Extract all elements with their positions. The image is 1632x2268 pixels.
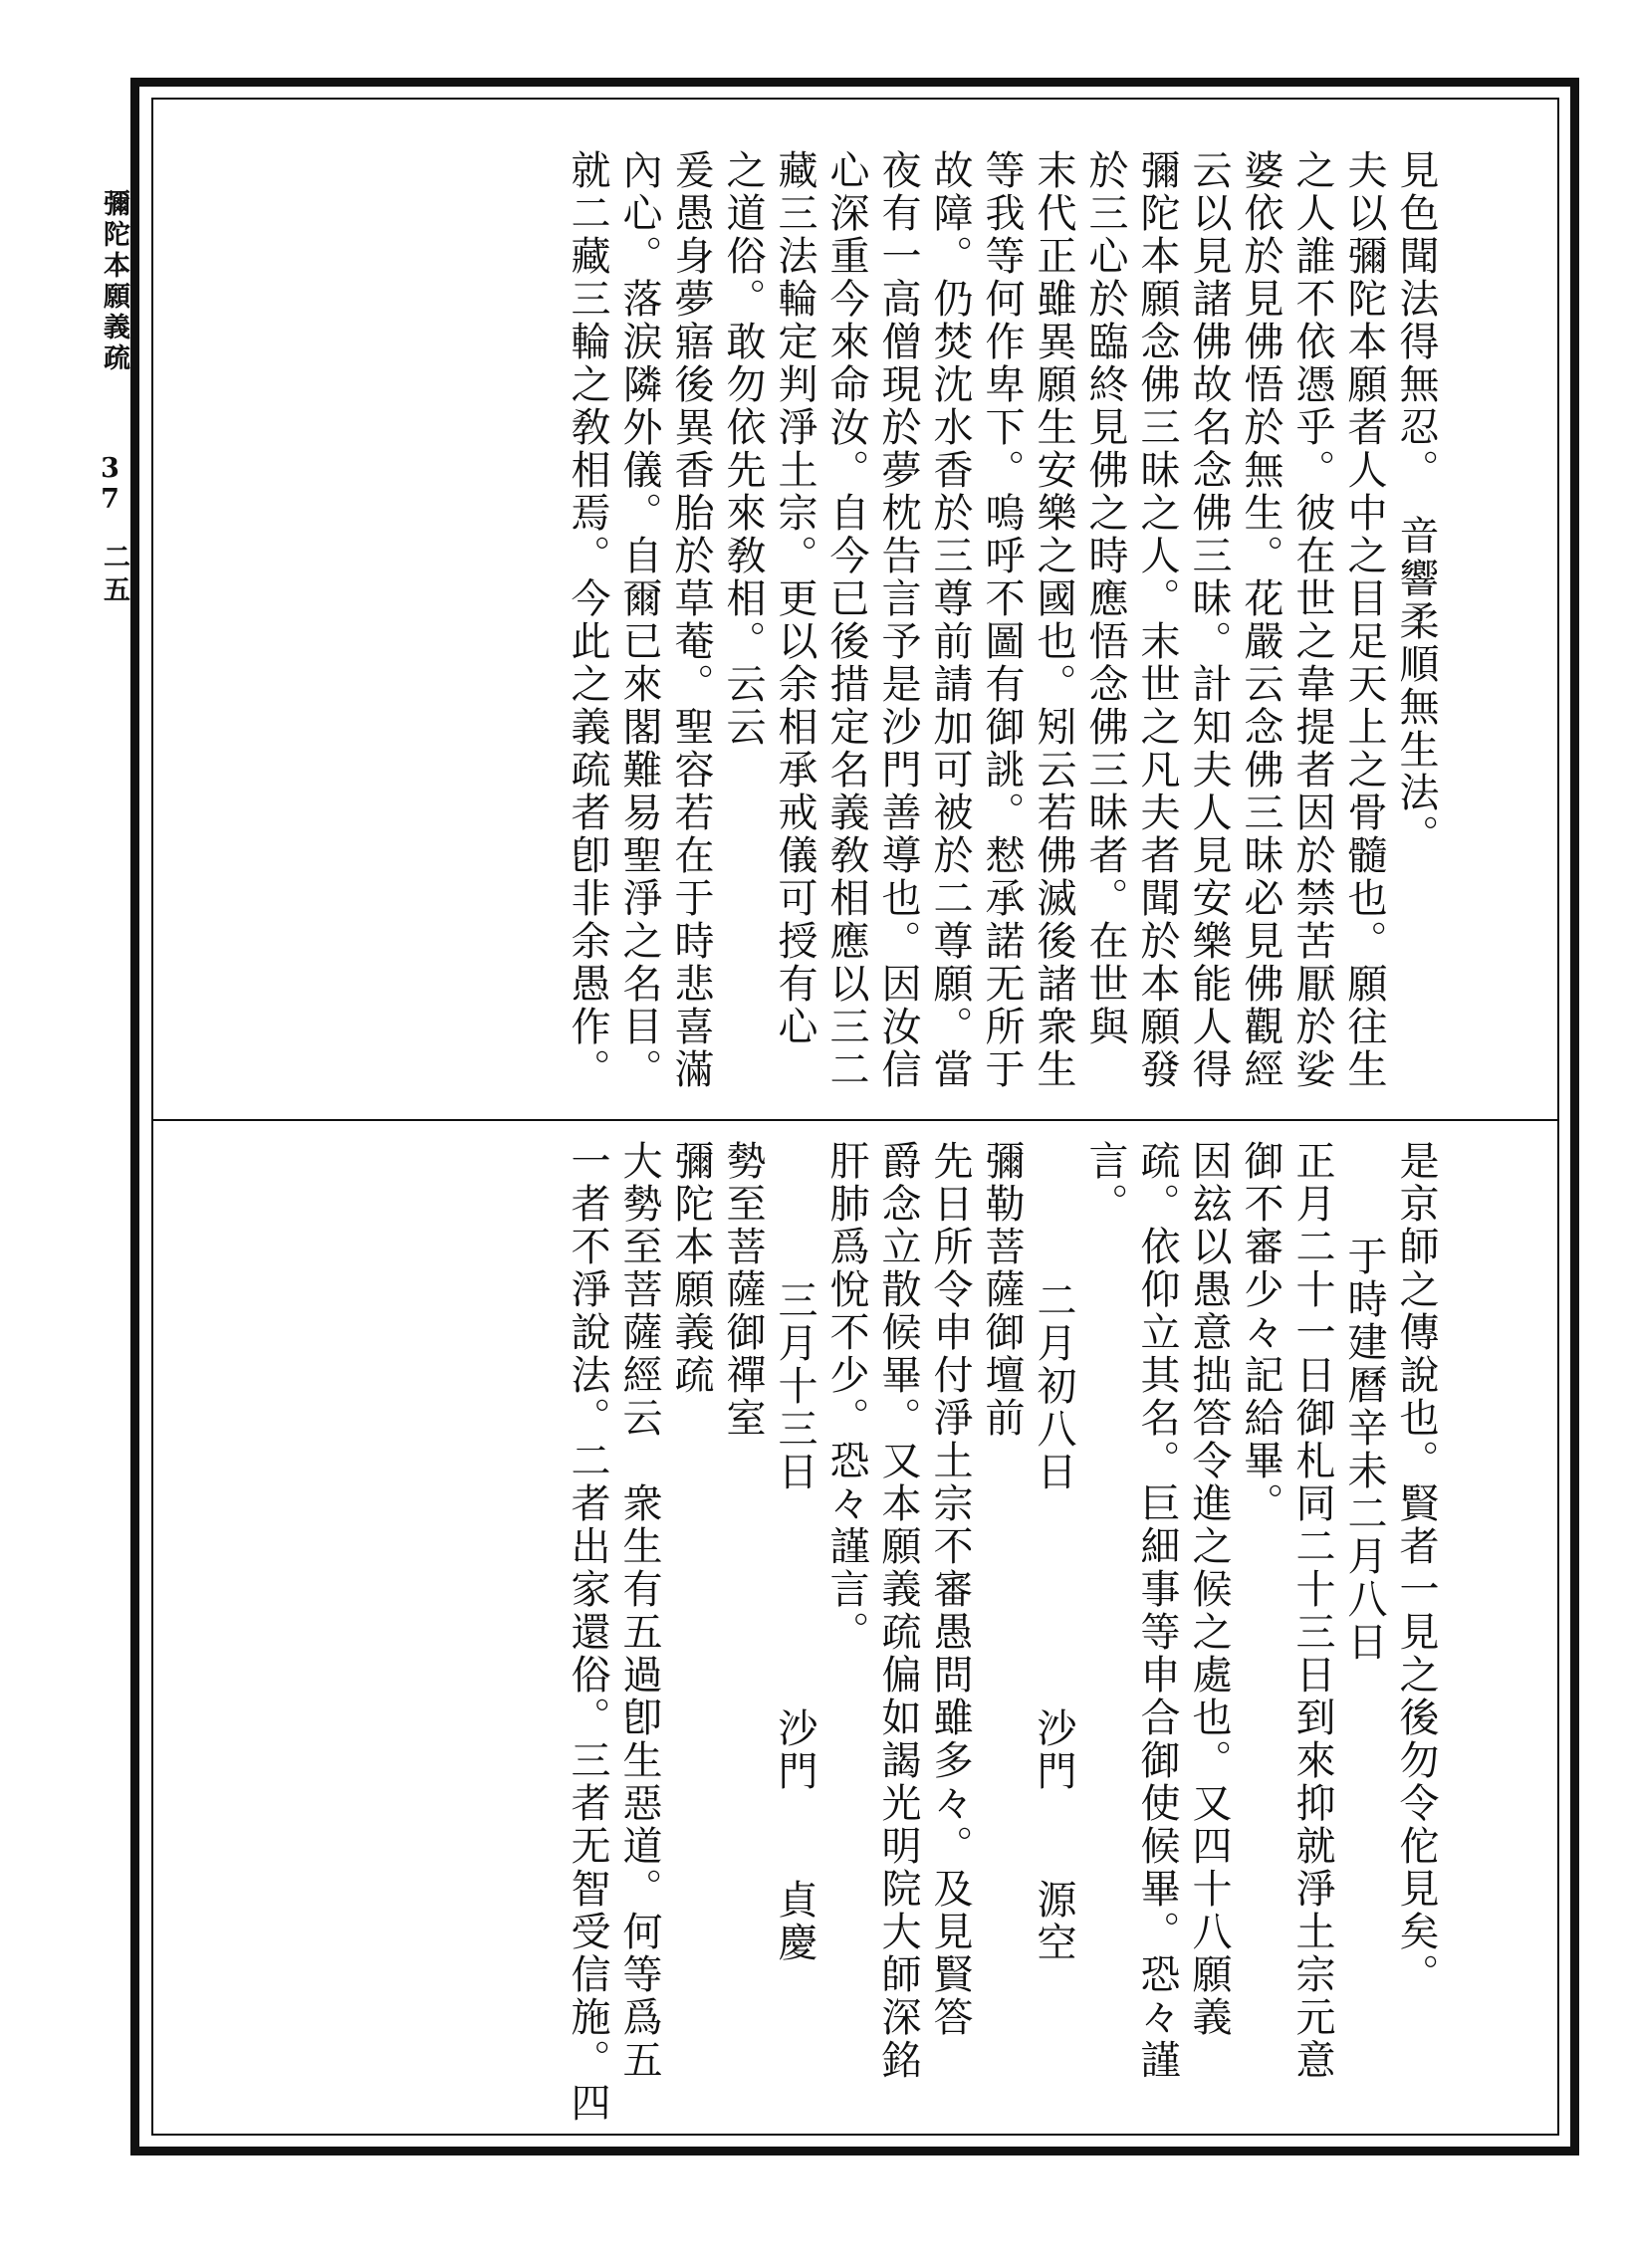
- upper-text-line: 故障。仍焚沈水香於三尊前請加可被於二尊願。當: [927, 149, 973, 1091]
- lower-text-line: 大勢至菩薩經云 衆生有五過卽生惡道。何等爲五: [616, 1140, 662, 2082]
- upper-text-block: [562, 149, 1442, 1095]
- upper-text-line: 等我等何作卑下。嗚呼不圖有御誂。慭承諾无所于: [979, 149, 1025, 1091]
- lower-text-line: 因玆以愚意拙答令進之候之處也。又四十八願義: [1186, 1140, 1232, 2039]
- section-divider: [151, 1119, 1559, 1121]
- upper-text-line: 之道俗。敢勿依先來敎相。云云: [720, 149, 766, 749]
- upper-text-line: 見色聞法得無忍。 音響柔順無生法。: [1393, 149, 1439, 857]
- upper-text-line: 云以見諸佛故名念佛三昧。計知夫人見安樂能人得: [1186, 149, 1232, 1091]
- lower-text-line: 正月二十一日御札同二十三日到來抑就淨土宗元意: [1289, 1140, 1335, 2082]
- lower-text-line: 先日所令申付淨土宗不審愚問雖多々。及見賢答: [927, 1140, 973, 2039]
- lower-text-block: [562, 1140, 1442, 2125]
- lower-text-line: 二月初八日 沙門 源空: [1031, 1279, 1076, 1964]
- lower-text-line: 一者不淨說法。二者出家還俗。三者无智受信施。四: [565, 1140, 610, 2125]
- lower-text-line: 疏。依仰立其名。巨細事等申合御使候畢。恐々謹: [1134, 1140, 1180, 2082]
- lower-text-line: 爵念立散候畢。又本願義疏偏如謁光明院大師深銘: [875, 1140, 921, 2082]
- lower-text-line: 于時建曆辛未二月八日: [1341, 1236, 1387, 1664]
- upper-text-line: 夫以彌陀本願者人中之目足天上之骨髓也。願往生: [1341, 149, 1387, 1091]
- lower-text-line: 勢至菩薩御禪室: [720, 1140, 766, 1440]
- lower-text-line: 彌勒菩薩御壇前: [979, 1140, 1025, 1440]
- upper-text-line: 內心。落涙隣外儀。自爾已來閣難易聖淨之名目。: [616, 149, 662, 1091]
- upper-text-line: 婆依於見佛悟於無生。花嚴云念佛三昧必見佛觀經: [1238, 149, 1283, 1091]
- upper-text-line: 末代正雖異願生安樂之國也。矧云若佛滅後諸衆生: [1031, 149, 1076, 1091]
- lower-text-line: 是京師之傳說也。賢者一見之後勿令佗見矣。: [1393, 1140, 1439, 1996]
- upper-text-line: 彌陀本願念佛三昧之人。末世之凡夫者聞於本願發: [1134, 149, 1180, 1091]
- upper-text-line: 藏三法輪定判淨土宗。更以余相承戒儀可授有心: [772, 149, 817, 1048]
- upper-text-line: 心深重今來命汝。自今已後措定名義敎相應以三二: [823, 149, 869, 1091]
- lower-text-line: 御不審少々記給畢。: [1238, 1140, 1283, 1525]
- upper-text-line: 夜有一高僧現於夢枕告言予是沙門善導也。因汝信: [875, 149, 921, 1091]
- upper-text-line: 就二藏三輪之敎相焉。今此之義疏者卽非余愚作。: [565, 149, 610, 1091]
- lower-text-line: 彌陀本願義疏: [668, 1140, 714, 1397]
- page-number: 二五: [99, 543, 129, 608]
- running-title: 彌陀本願義疏: [99, 189, 129, 374]
- lower-text-line: 肝肺爲悅不少。恐々謹言。: [823, 1140, 869, 1654]
- lower-text-line: 三月十三日 沙門 貞慶: [772, 1279, 817, 1964]
- upper-text-line: 於三心於臨終見佛之時應悟念佛三昧者。在世與: [1082, 149, 1128, 1048]
- lower-text-line: 言。: [1082, 1140, 1128, 1226]
- volume-page-number: 37: [95, 453, 125, 515]
- upper-text-line: 之人誰不依憑乎。彼在世之韋提者因於禁苦厭於娑: [1289, 149, 1335, 1091]
- upper-text-line: 爰愚身夢寤後異香胎於草菴。聖容若在于時悲喜滿: [668, 149, 714, 1091]
